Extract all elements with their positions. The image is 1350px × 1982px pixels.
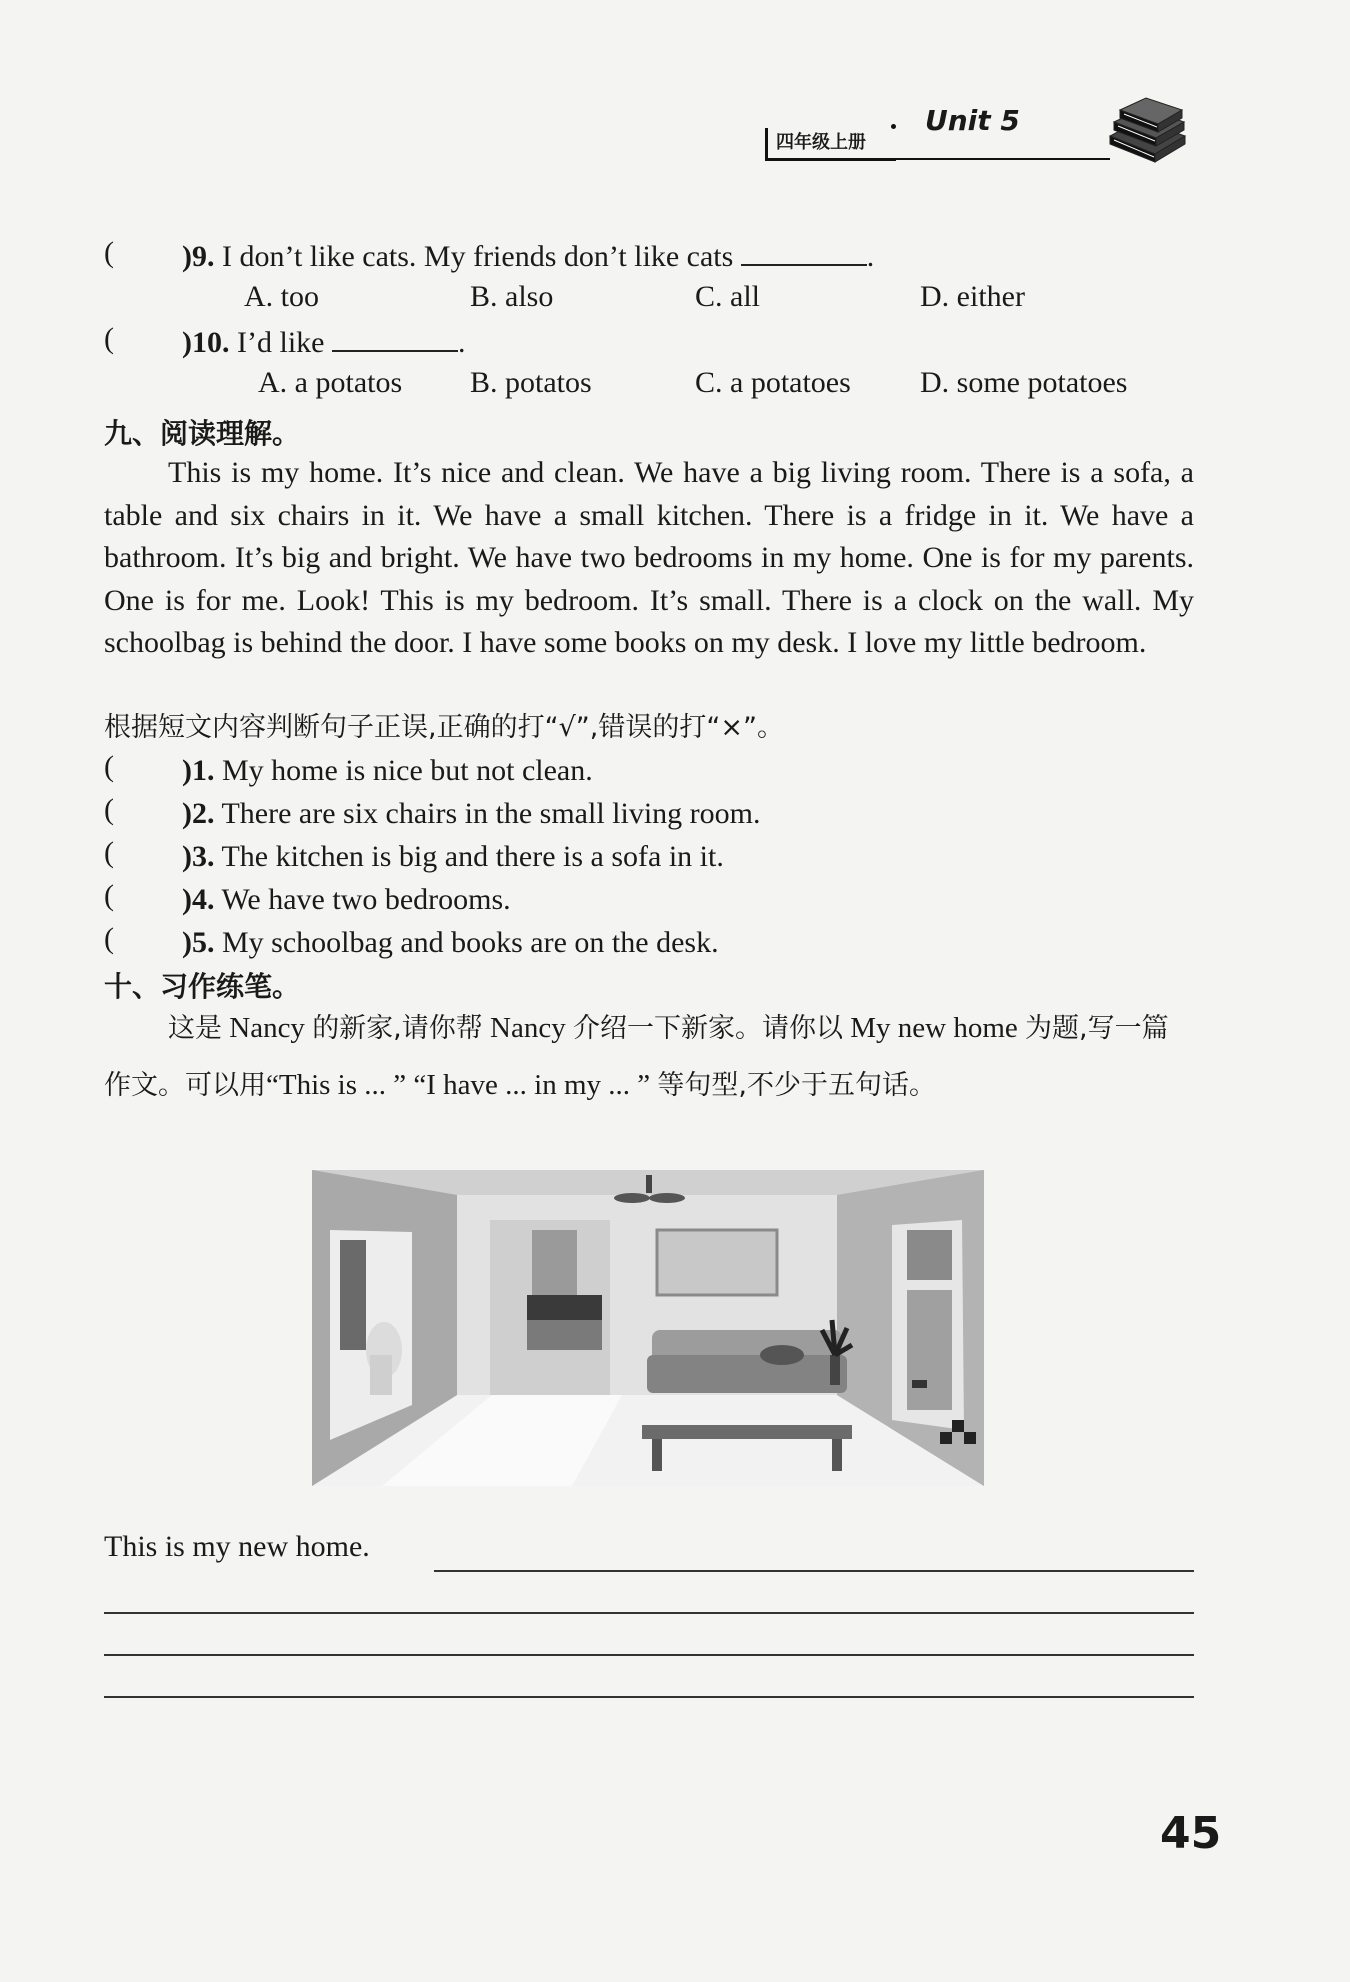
answer-paren: ( <box>104 836 114 869</box>
writing-line[interactable] <box>104 1612 1194 1614</box>
item-text: The kitchen is big and there is a sofa in it. <box>221 840 724 873</box>
option-a: A. a potatos <box>258 366 403 399</box>
option-b: B. also <box>470 280 554 313</box>
judgement-item-4 <box>182 879 511 921</box>
question-9 <box>182 236 874 278</box>
judgement-item-5 <box>182 922 719 964</box>
grade-label: 四年级上册 <box>765 128 896 161</box>
question-10 <box>182 322 465 364</box>
item-number: )5. <box>182 926 215 959</box>
judgement-item-1 <box>182 750 593 792</box>
item-number: )2. <box>182 797 215 830</box>
item-text: My schoolbag and books are on the desk. <box>222 926 719 959</box>
answer-paren: ( <box>104 750 114 783</box>
option-b: B. potatos <box>470 366 592 399</box>
page-number: 45 <box>1160 1808 1222 1859</box>
question-number: )9. <box>182 240 215 273</box>
reading-section-title: 九、阅读理解。 <box>104 417 301 450</box>
question-text: I’d like <box>237 326 325 359</box>
item-number: )1. <box>182 754 215 787</box>
item-text: We have two bedrooms. <box>221 883 511 916</box>
question-end: . <box>457 326 466 359</box>
item-number: )3. <box>182 840 215 873</box>
question-number: )10. <box>182 326 230 359</box>
item-text: There are six chairs in the small living room. <box>221 797 761 830</box>
books-icon <box>1100 96 1190 166</box>
header-rule <box>885 158 1110 160</box>
option-c: C. all <box>695 280 760 313</box>
reading-passage: This is my home. It’s nice and clean. We have a big living room. There is a sofa, a table and six chairs in it. We have a small kitchen. There is a fridge in it. We have a bathroom. It’s big and bright. We have two bedrooms in my home. One is for my parents. One is for me. Look! This is my bedroom. It’s small. There is a clock on the wall. My schoolbag is behind the door. I have some books on my desk. I love my little bedroom. <box>104 456 1194 660</box>
header-dot <box>891 124 896 129</box>
page-header <box>765 96 1195 186</box>
answer-paren: ( <box>104 879 114 912</box>
item-text: My home is nice but not clean. <box>222 754 593 787</box>
item-number: )4. <box>182 883 215 916</box>
answer-paren: ( <box>104 793 114 826</box>
judgement-item-3 <box>182 836 724 878</box>
writing-line[interactable] <box>104 1654 1194 1656</box>
option-d: D. either <box>920 280 1025 313</box>
option-c: C. a potatoes <box>695 366 851 399</box>
option-d: D. some potatoes <box>920 366 1128 399</box>
writing-prompt: 这是 Nancy 的新家,请你帮 Nancy 介绍一下新家。请你以 My new home 为题,写一篇作文。可以用“This is ... ” “I have ... in my ... ” 等句型,不少于五句话。 <box>104 1012 1169 1101</box>
question-end: . <box>866 240 875 273</box>
answer-blank <box>741 236 867 266</box>
writing-start-text: This is my new home. <box>104 1530 370 1563</box>
answer-blank <box>332 322 458 352</box>
judgement-item-2 <box>182 793 761 835</box>
living-room-illustration <box>312 1170 984 1486</box>
writing-line[interactable] <box>104 1696 1194 1698</box>
answer-paren: ( <box>104 236 114 269</box>
writing-line[interactable] <box>434 1570 1194 1572</box>
question-text: I don’t like cats. My friends don’t like cats <box>222 240 734 273</box>
answer-paren: ( <box>104 922 114 955</box>
reading-instruction: 根据短文内容判断句子正误,正确的打“√”,错误的打“×”。 <box>104 712 784 743</box>
answer-paren: ( <box>104 322 114 355</box>
writing-section-title: 十、习作练笔。 <box>104 970 301 1003</box>
option-a: A. too <box>244 280 319 313</box>
unit-title: Unit 5 <box>925 104 1020 137</box>
